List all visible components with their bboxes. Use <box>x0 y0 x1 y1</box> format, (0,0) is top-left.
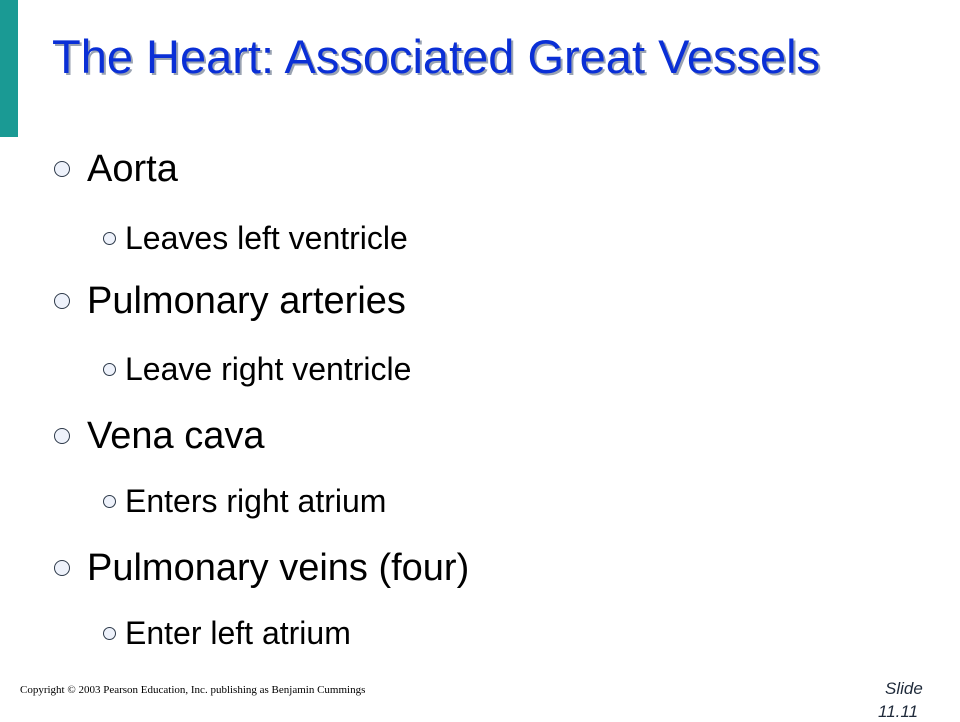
bullet-icon <box>103 495 116 508</box>
bullet-item-pulmonary-arteries <box>54 282 406 320</box>
bullet-item-vena-cava <box>54 417 264 455</box>
bullet-icon <box>103 232 116 245</box>
bullet-label: Enters right atrium <box>125 483 387 519</box>
bullet-label: Vena cava <box>87 415 265 457</box>
bullet-label: Leave right ventricle <box>125 351 412 387</box>
bullet-icon <box>54 560 70 576</box>
bullet-icon <box>54 293 70 309</box>
bullet-label: Pulmonary veins (four) <box>87 547 470 589</box>
sub-bullet-item-pulmonary-veins <box>103 617 351 649</box>
bullet-label: Leaves left ventricle <box>125 220 408 256</box>
sub-bullet-item-vena-cava <box>103 485 386 517</box>
bullet-icon <box>103 363 116 376</box>
bullet-item-aorta <box>54 150 178 188</box>
copyright-notice: Copyright © 2003 Pearson Education, Inc. publishing as Benjamin Cummings <box>20 684 366 696</box>
bullet-label: Enter left atrium <box>125 615 351 651</box>
bullet-icon <box>103 627 116 640</box>
sub-bullet-item-aorta <box>103 222 408 254</box>
sub-bullet-item-pulmonary-arteries <box>103 353 411 385</box>
slide-number: 11.11 <box>878 702 919 721</box>
accent-bar <box>0 0 18 137</box>
bullet-icon <box>54 161 70 177</box>
slide-label: Slide <box>885 679 923 698</box>
bullet-item-pulmonary-veins <box>54 549 469 587</box>
bullet-label: Aorta <box>87 148 178 190</box>
bullet-icon <box>54 428 70 444</box>
bullet-label: Pulmonary arteries <box>87 280 406 322</box>
slide-title: The Heart: Associated Great Vessels <box>52 30 821 83</box>
